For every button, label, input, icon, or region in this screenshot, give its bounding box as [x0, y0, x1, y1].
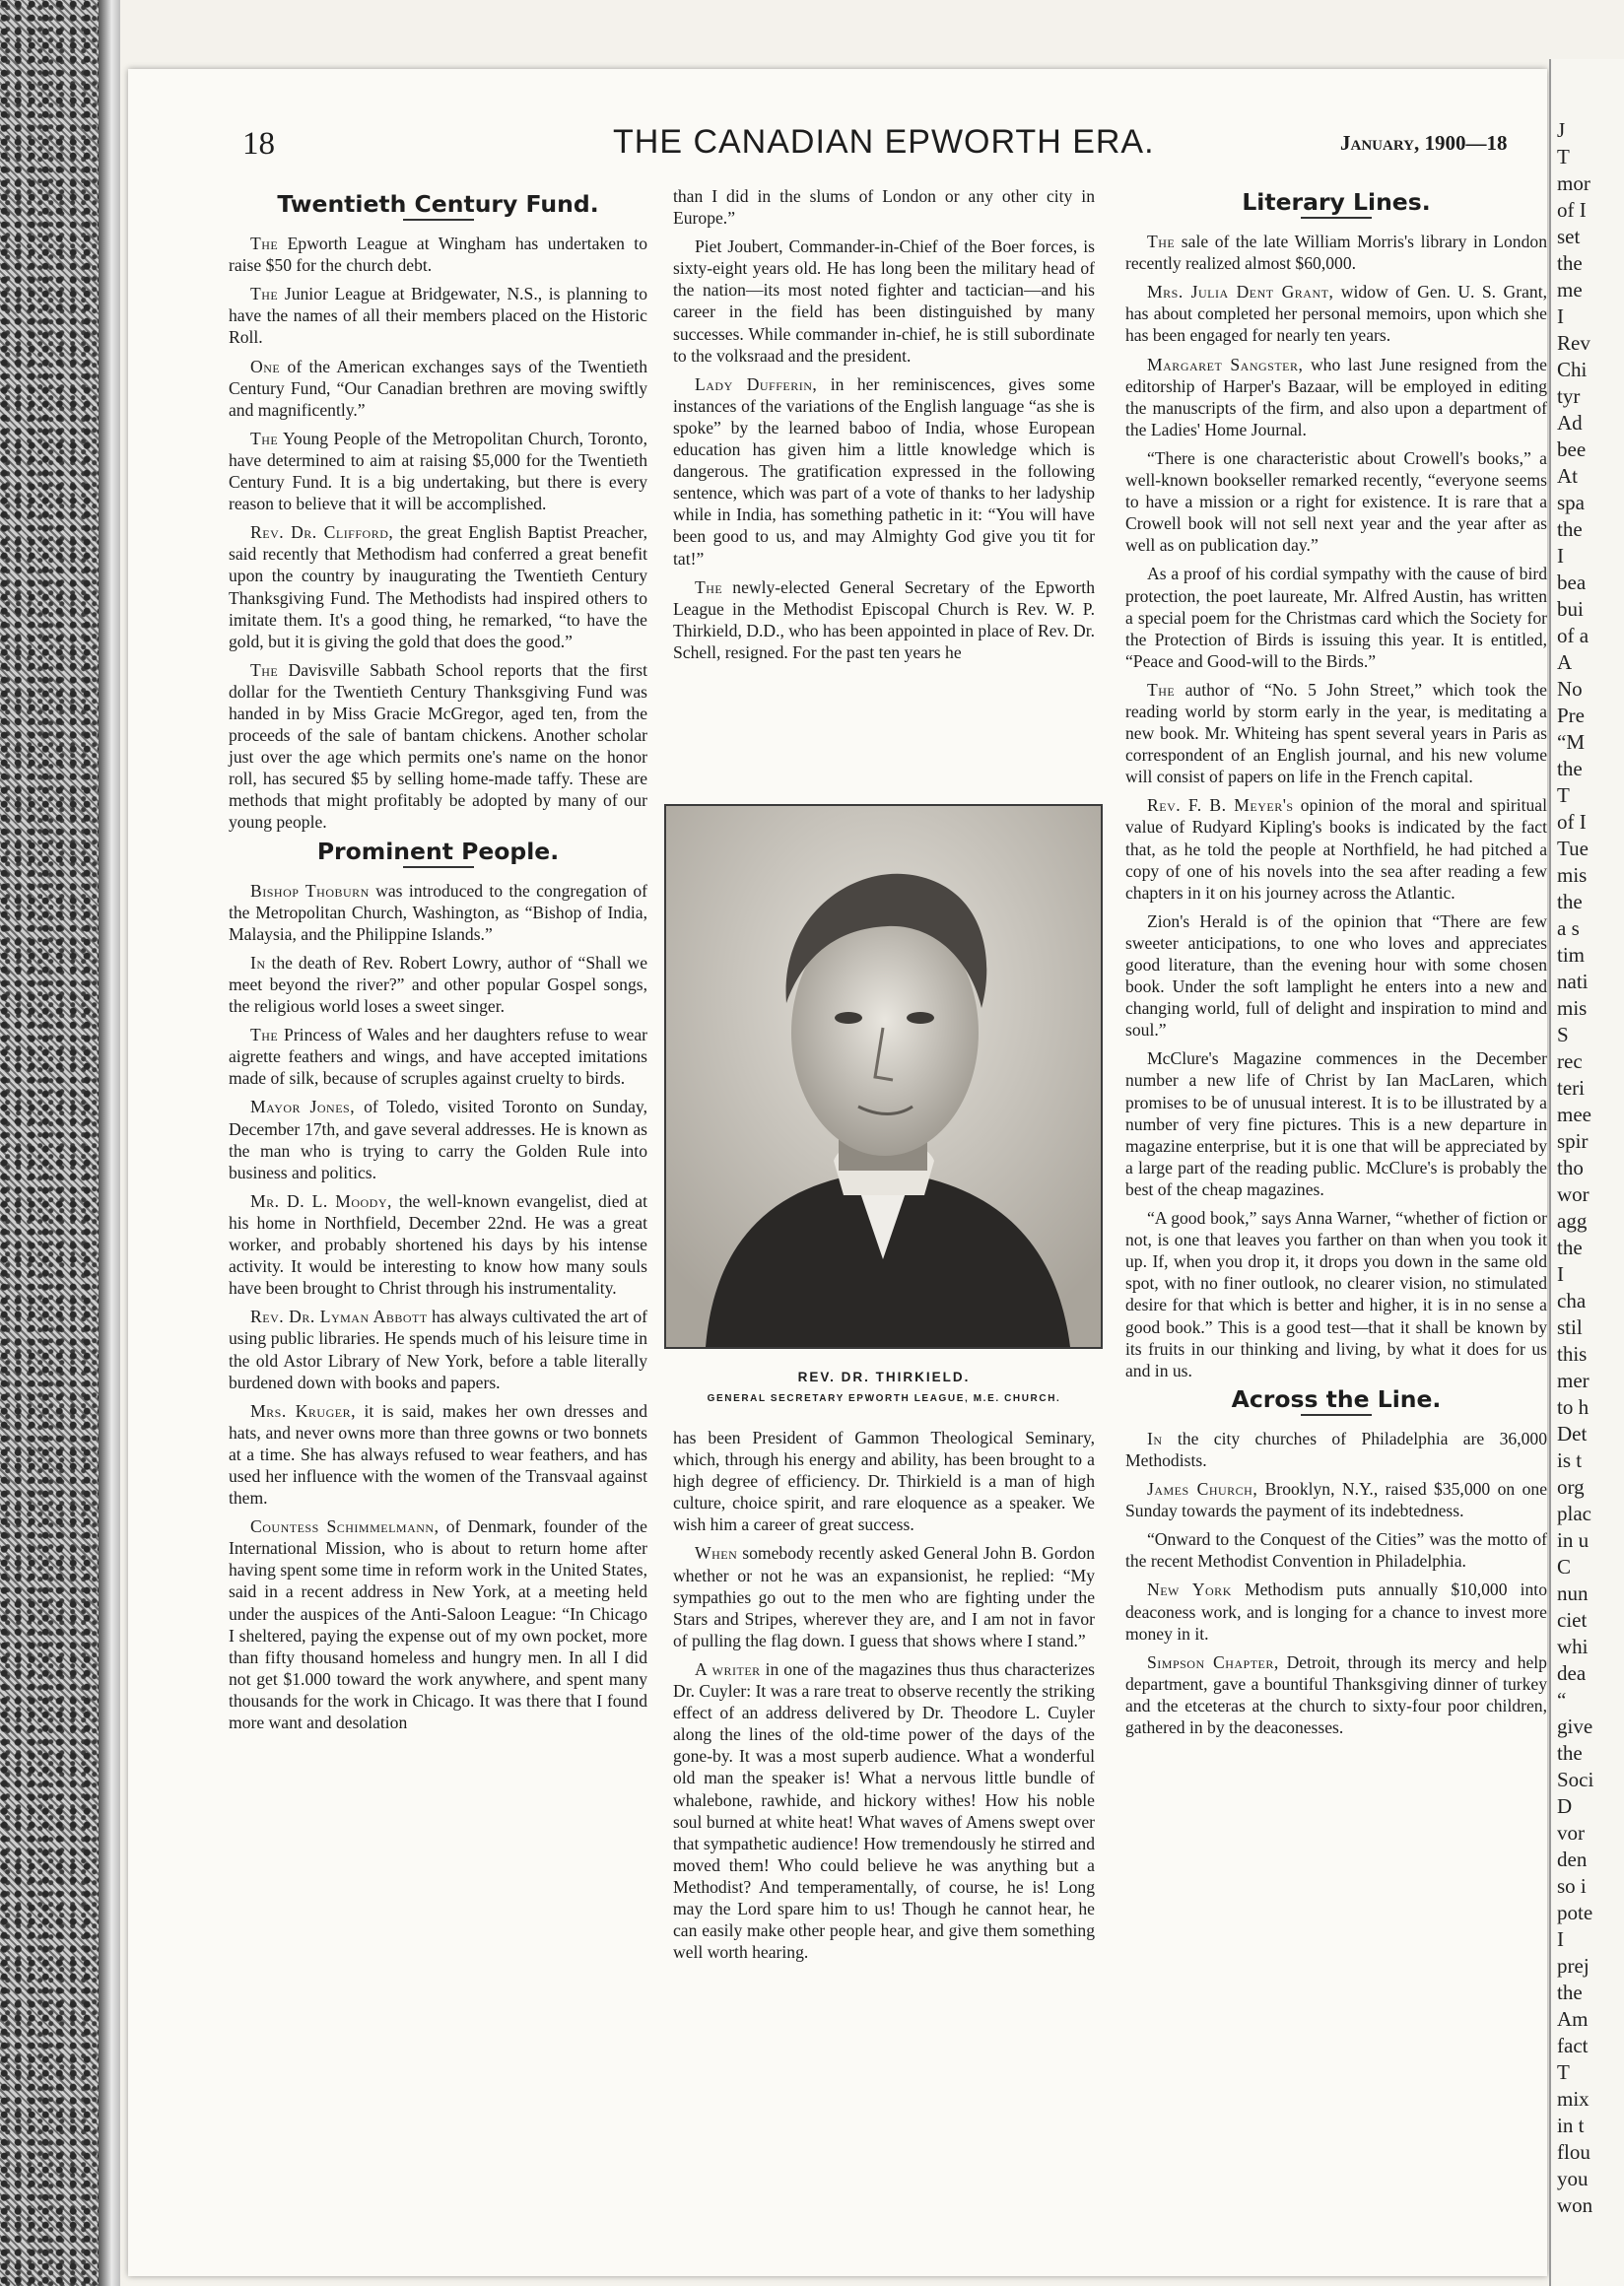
adjacent-page-text: “M	[1557, 730, 1585, 754]
paragraph-lead: James Church,	[1147, 1479, 1258, 1500]
paragraph-text: “A good book,” says Anna Warner, “whether of fiction or not, is one that leaves you farther on than when you took it up. If, when you drop it, it drops you down in the same old spot, with no finer outlook, no clearer vision, no stimulated desire for that which is better and higher, it is in no sense a good book.” This is a good test—that it shall be known by its fruits in our thinking and living, by what it does for us and in us.	[1125, 1208, 1547, 1380]
adjacent-page-text: Det	[1557, 1422, 1588, 1446]
adjacent-page-text: to h	[1557, 1395, 1590, 1419]
paragraph-text: sale of the late William Morris's library in London recently realized almost $60,000.	[1125, 232, 1547, 274]
adjacent-page-text: nun	[1557, 1581, 1589, 1605]
adjacent-page-text: J	[1557, 118, 1566, 142]
adjacent-page-text: flou	[1557, 2140, 1590, 2164]
article-paragraph	[229, 1400, 647, 1509]
adjacent-page-text: Tue	[1557, 837, 1589, 860]
paragraph-text: author of “No. 5 John Street,” which took the reading world by storm early in the year, is meditating a new book. Mr. Whiteing has spent several years in Paris as correspondent of an English journal, and his new volume will consist of papers on life in the French capital.	[1125, 679, 1547, 787]
adjacent-page-text: in u	[1557, 1528, 1590, 1552]
adjacent-page-text: the	[1557, 890, 1583, 913]
paragraph-text: Detroit, through its mercy and help department, gave a bountiful Thanksgiving dinner of turkey and the etceteras at the church to sixty-four poor children, gathered in by the deaconesses.	[1125, 1651, 1547, 1737]
adjacent-page-text: Am	[1557, 2007, 1589, 2031]
paragraph-text: Zion's Herald is of the opinion that “There are few sweeter anticipations, to one who loves and appreciates good literature, than the evening hour with some chosen book. Under the soft lamplight he enters into a new and changing world, full of delight and inspiration to mind and soul.”	[1125, 910, 1547, 1041]
article-paragraph	[673, 185, 1095, 229]
adjacent-page-text: the	[1557, 1741, 1583, 1765]
adjacent-page-text: I	[1557, 1262, 1564, 1286]
paragraph-lead: The	[695, 576, 723, 597]
article-paragraph	[229, 521, 647, 652]
adjacent-page-text: plac	[1557, 1502, 1591, 1525]
article-paragraph	[673, 1427, 1095, 1535]
adjacent-page-text: mix	[1557, 2087, 1590, 2111]
article-paragraph	[1125, 1207, 1547, 1381]
paragraph-text: Brooklyn, N.Y., raised $35,000 on one Sunday towards the payment of its indebtedness.	[1125, 1479, 1547, 1521]
adjacent-page-text: a s	[1557, 916, 1580, 940]
paragraph-lead: Lady Dufferin,	[695, 373, 818, 394]
paragraph-lead: New York	[1147, 1580, 1232, 1600]
adjacent-page-text: tho	[1557, 1156, 1584, 1179]
article-paragraph	[1125, 354, 1547, 440]
article-paragraph	[229, 952, 647, 1017]
portrait-photo	[664, 804, 1103, 1349]
article-paragraph	[673, 373, 1095, 570]
adjacent-page-text: Ad	[1557, 411, 1583, 435]
adjacent-page-text: the	[1557, 517, 1583, 541]
article-paragraph	[229, 283, 647, 348]
paragraph-lead: The	[250, 659, 279, 680]
paragraph-text: Piet Joubert, Commander-in-Chief of the Boer forces, is sixty-eight years old. He has long been the military head of the nation—its most noted fighter and tactician—and his career in the field has been distinguished by many successes. While commander in-chief, he is still subordinate to the volksraad and the president.	[673, 236, 1095, 366]
paragraph-lead: Mrs. Julia Dent Grant,	[1147, 282, 1334, 303]
paragraph-lead: The	[1147, 679, 1176, 700]
portrait-illustration	[666, 806, 1101, 1347]
paragraph-lead: Bishop Thoburn	[250, 880, 370, 901]
paragraph-lead: Margaret Sangster,	[1147, 354, 1304, 374]
article-paragraph	[1125, 281, 1547, 346]
article-paragraph	[229, 428, 647, 514]
adjacent-page-text: this	[1557, 1342, 1588, 1366]
article-paragraph	[229, 1190, 647, 1299]
paragraph-text: in one of the magazines thus thus characterizes Dr. Cuyler: It was a rare treat to observe recently the striking effect of an address delivered by Dr. Theodore L. Cuyler along the lines of the old-time power of the days of the gone-by. It was a most superb audience. What a wonderful old man the speaker is! What a nervous little bundle of whalebone, rawhide, and hickory withes! How his noble soul burned at white heat! What waves of Amens swept over that sympathetic audience! How tremendously he stirred and moved them! Who could believe he was anything but a Methodist? And temperamentally, of course, he is! Long may the Lord spare him to us! Though he cannot hear, he can easily make other people hear, and give them something well worth hearing.	[673, 1658, 1095, 1963]
article-paragraph	[1125, 1428, 1547, 1471]
adjacent-page-text: the	[1557, 757, 1583, 780]
paragraph-lead: One	[250, 356, 281, 376]
adjacent-page-text: won	[1557, 2193, 1593, 2217]
paragraph-lead: Mrs. Kruger,	[250, 1400, 356, 1421]
paragraph-text: it is said, makes her own dresses and hats, and never owns more than three gowns or two bonnets at a time. She has always refused to wear feathers, and has used her influence with the women of the Transvaal against them.	[229, 1400, 647, 1509]
adjacent-page-text: rec	[1557, 1049, 1583, 1073]
paragraph-lead: A writer	[695, 1658, 761, 1679]
adjacent-page-text: org	[1557, 1475, 1585, 1499]
adjacent-page-text: spa	[1557, 491, 1585, 514]
adjacent-page-text: Chi	[1557, 358, 1588, 381]
issue-date: January, 1900—18	[1340, 131, 1508, 155]
photo-subcaption: GENERAL SECRETARY EPWORTH LEAGUE, M.E. CHURCH.	[707, 1393, 1061, 1404]
paragraph-text: “Onward to the Conquest of the Cities” was the motto of the recent Methodist Convention in Philadelphia.	[1125, 1529, 1547, 1572]
adjacent-page-text: S	[1557, 1023, 1569, 1046]
masthead-title: THE CANADIAN EPWORTH ERA.	[613, 123, 1155, 161]
adjacent-page-text: mee	[1557, 1103, 1591, 1126]
adjacent-page-text: At	[1557, 464, 1578, 488]
paragraph-lead: In	[250, 952, 266, 973]
adjacent-page-text: cha	[1557, 1289, 1587, 1312]
adjacent-page-text: set	[1557, 225, 1581, 248]
paragraph-text: widow of Gen. U. S. Grant, has about completed her personal memoirs, upon which she has been engaged for nearly ten years.	[1125, 282, 1547, 346]
adjacent-page-text: I	[1557, 1927, 1564, 1951]
middle-column-upper	[673, 185, 1095, 670]
article-paragraph	[1125, 1047, 1547, 1200]
section-heading: Prominent People.	[316, 837, 560, 865]
paragraph-text: has always cultivated the art of using public libraries. He spends much of his leisure time in the old Astor Library of New York, before a table literally burdened down with books and papers.	[229, 1307, 647, 1392]
paragraph-lead: Mr. D. L. Moody,	[250, 1190, 392, 1211]
article-paragraph	[229, 1024, 647, 1089]
adjacent-page-text: I	[1557, 544, 1564, 568]
adjacent-page-text: tim	[1557, 943, 1586, 967]
adjacent-page-text: bee	[1557, 437, 1587, 461]
paragraph-text: the city churches of Philadelphia are 36,000 Methodists.	[1125, 1428, 1547, 1470]
paragraph-text: Methodism puts annually $10,000 into deaconess work, and is longing for a chance to invest more money in it.	[1125, 1580, 1547, 1644]
adjacent-page-text: mis	[1557, 996, 1588, 1020]
adjacent-page-text: you	[1557, 2167, 1589, 2190]
article-paragraph	[1125, 231, 1547, 274]
section-heading: Twentieth Century Fund.	[277, 190, 599, 218]
adjacent-page-text: of I	[1557, 198, 1587, 222]
adjacent-page-text: T	[1557, 145, 1570, 168]
adjacent-page-text: Rev	[1557, 331, 1590, 355]
paragraph-text: McClure's Magazine commences in the December number a new life of Christ by Ian MacLaren, which promises to be of unusual interest. It is to be illustrated by a number of very fine pictures. This is a new departure in magazine enterprise, but it is one that will be appreciated by a large part of the reading public. McClure's is probably the best of the cheap magazines.	[1125, 1048, 1547, 1199]
paragraph-lead: Rev. Dr. Clifford,	[250, 522, 394, 543]
paragraph-text: newly-elected General Secretary of the Epworth League in the Methodist Episcopal Church is Rev. W. P. Thirkield, D.D., who has been appointed in place of Rev. Dr. Schell, resigned. For the past ten years he	[673, 576, 1095, 662]
paragraph-lead: The	[250, 428, 279, 448]
adjacent-page-text: T	[1557, 2060, 1570, 2084]
adjacent-page-text: the	[1557, 1981, 1583, 2004]
adjacent-page-text: bui	[1557, 597, 1584, 621]
photo-caption: REV. DR. THIRKIELD.	[797, 1370, 971, 1384]
paragraph-text: has been President of Gammon Theological Seminary, which, through his energy and ability, has been brought to a high degree of efficiency. Dr. Thirkield is a man of high culture, choice spirit, and rare eloquence as a speaker. We wish him a career of great success.	[673, 1428, 1095, 1535]
article-paragraph	[229, 659, 647, 834]
adjacent-page-text: so i	[1557, 1874, 1587, 1898]
paragraph-lead: Simpson Chapter,	[1147, 1651, 1279, 1672]
article-paragraph	[229, 880, 647, 945]
adjacent-page-text: stil	[1557, 1315, 1583, 1339]
paragraph-text: the great English Baptist Preacher, said recently that Methodism had conferred a great benefit upon the country by inaugurating the Twentieth Century Thanksgiving Fund. The Methodists had inspired others to imitate them. It's a good thing, he remarked, “to have the gold, but it is giving the gold that does the good.”	[229, 522, 647, 651]
adjacent-page-text: den	[1557, 1848, 1588, 1871]
paragraph-text: in her reminiscences, gives some instances of the variations of the English language “as she is spoke” by the learned baboo of India, whose European education has given him a little knowledge which is dangerous. The gratification expressed in the following sentence, which was part of a vote of thanks to her ladyship while in India, has something pathetic in it: “You will have been good to us, and may Almighty God give you tit for tat!”	[673, 373, 1096, 569]
paragraph-lead: Countess Schimmelmann,	[250, 1516, 440, 1537]
article-paragraph	[1125, 679, 1547, 787]
article-paragraph	[1125, 910, 1547, 1042]
adjacent-page-text: wor	[1557, 1182, 1590, 1206]
paragraph-lead: The	[1147, 232, 1176, 252]
adjacent-page-text: spir	[1557, 1129, 1589, 1153]
paragraph-text: “There is one characteristic about Crowell's books,” a well-known bookseller remarked recently, “everyone seems to have a mission or a right for existence. It is rare that a Crowell book will not sell next year and the year after as well as on publication day.”	[1125, 447, 1547, 556]
paragraph-lead: The	[250, 1025, 279, 1045]
adjacent-page-text: No	[1557, 677, 1583, 701]
adjacent-page-text: fact	[1557, 2034, 1589, 2057]
paragraph-text: the death of Rev. Robert Lowry, author of “Shall we meet beyond the river?” and other popular Gospel songs, the religious world loses a sweet singer.	[229, 952, 647, 1017]
article-paragraph	[1125, 1651, 1547, 1738]
section-heading: Literary Lines.	[1242, 188, 1431, 216]
paragraph-text: Epworth League at Wingham has undertaken to raise $50 for the church debt.	[229, 234, 647, 276]
article-paragraph	[1125, 563, 1547, 671]
adjacent-page-text: whi	[1557, 1635, 1589, 1658]
paragraph-lead: Rev. F. B. Meyer's	[1147, 795, 1294, 816]
adjacent-page-text: vor	[1557, 1821, 1585, 1845]
left-column	[229, 187, 647, 1740]
scan-binding	[99, 0, 120, 2286]
adjacent-page-text: C	[1557, 1555, 1572, 1579]
heading-rule	[403, 866, 474, 868]
adjacent-page-text: mer	[1557, 1369, 1590, 1392]
article-paragraph	[1125, 1528, 1547, 1572]
paragraph-text: Junior League at Bridgewater, N.S., is planning to have the names of all their members placed on the Historic Roll.	[229, 284, 647, 348]
article-paragraph	[229, 233, 647, 276]
adjacent-page-text: I	[1557, 304, 1564, 328]
page-number: 18	[242, 126, 275, 162]
adjacent-page-text: D	[1557, 1794, 1573, 1818]
adjacent-page-text: Soci	[1557, 1768, 1594, 1791]
middle-column-lower	[673, 1427, 1095, 1970]
paragraph-text: opinion of the moral and spiritual value of Rudyard Kipling's books is indicated by the fact that, as he told the people at Northfield, he had pitched a copy of one of his novels into the sea after reading a few chapters in it on his journey across the Atlantic.	[1125, 795, 1547, 903]
paragraph-lead: The	[250, 284, 279, 304]
paragraph-text: Princess of Wales and her daughters refuse to wear aigrette feathers and wings, and have accepted imitations made of silk, because of scruples against cruelty to birds.	[229, 1025, 647, 1089]
adjacent-page-fragment	[1549, 59, 1624, 2286]
heading-rule	[1301, 1414, 1372, 1416]
heading-rule	[403, 219, 474, 221]
paragraph-text: of Denmark, founder of the International Mission, who is about to return home after having spent some time in reform work in the United States, said in a recent address in New York, at a meeting held under the auspices of the Anti-Saloon League: “In Chicago I sheltered, paying the expense out of my own pocket, more than fifty thousand homeless and hungry men. In all I did not get $1.000 toward the work anywhere, and spent many thousands for the work in Chicago. It was there that I found more want and desolation	[229, 1516, 647, 1732]
adjacent-page-text: in t	[1557, 2114, 1585, 2137]
adjacent-page-text: prej	[1557, 1954, 1590, 1978]
adjacent-page-text: of I	[1557, 810, 1587, 834]
adjacent-page-text: ciet	[1557, 1608, 1588, 1632]
adjacent-page-text: pote	[1557, 1901, 1593, 1924]
paragraph-lead: In	[1147, 1428, 1163, 1448]
article-paragraph	[229, 356, 647, 421]
adjacent-page-text: T	[1557, 783, 1570, 807]
adjacent-page-text: of a	[1557, 624, 1590, 647]
adjacent-page-text: nati	[1557, 970, 1589, 993]
article-paragraph	[673, 576, 1095, 663]
paragraph-text: the well-known evangelist, died at his home in Northfield, December 22nd. He was a great worker, and probably shortened his days by his intense activity. It would be interesting to know how many souls have been brought to Christ through his instrumentality.	[229, 1190, 647, 1299]
article-paragraph	[1125, 1579, 1547, 1644]
adjacent-page-text: A	[1557, 650, 1573, 674]
adjacent-page-text: is t	[1557, 1448, 1583, 1472]
adjacent-page-text: bea	[1557, 571, 1587, 594]
adjacent-page-text: tyr	[1557, 384, 1581, 408]
section-heading: Across the Line.	[1231, 1384, 1442, 1413]
adjacent-page-text: “	[1557, 1688, 1567, 1712]
adjacent-page-text: the	[1557, 251, 1583, 275]
paragraph-text: As a proof of his cordial sympathy with the cause of bird protection, the poet laureate, Mr. Alfred Austin, has written a special poem for the Christmas card which the Society for the Protection of Birds is issuing this year. It is entitled, “Peace and Good-will to the Birds.”	[1125, 564, 1547, 671]
paragraph-text: somebody recently asked General John B. Gordon whether or not he was an expansionist, he replied: “My sympathies go out to the men who are fighting under the Stars and Stripes, wherever they are, and I am not in favor of pulling the flag down. I guess that shows where I stand.”	[673, 1543, 1095, 1650]
adjacent-page-text: teri	[1557, 1076, 1585, 1100]
paragraph-text: than I did in the slums of London or any other city in Europe.”	[673, 186, 1095, 229]
adjacent-page-text: dea	[1557, 1661, 1587, 1685]
paragraph-lead: Mayor Jones,	[250, 1097, 356, 1117]
article-paragraph	[673, 235, 1095, 367]
article-paragraph	[229, 1096, 647, 1182]
adjacent-page-text: mor	[1557, 171, 1590, 195]
article-paragraph	[229, 1515, 647, 1733]
article-paragraph	[1125, 794, 1547, 903]
paragraph-text: Young People of the Metropolitan Church, Toronto, have determined to aim at raising $5,000 for the Twentieth Century Fund. It is a big undertaking, but there is every reason to believe that it will be accomplished.	[229, 428, 647, 514]
article-paragraph	[673, 1658, 1095, 1963]
adjacent-page-text: agg	[1557, 1209, 1588, 1233]
adjacent-page-text: me	[1557, 278, 1583, 302]
article-paragraph	[673, 1542, 1095, 1650]
paragraph-text: of the American exchanges says of the Twentieth Century Fund, “Our Canadian brethren are moving swiftly and magnificently.”	[229, 356, 647, 420]
paragraph-lead: Rev. Dr. Lyman Abbott	[250, 1307, 428, 1327]
adjacent-page-text: Pre	[1557, 704, 1585, 727]
adjacent-page-text: the	[1557, 1236, 1583, 1259]
paragraph-text: who last June resigned from the editorship of Harper's Bazaar, will be employed in editing the manuscripts of the firm, and also upon a department of the Ladies' Home Journal.	[1125, 354, 1547, 439]
article-paragraph	[1125, 1478, 1547, 1521]
heading-rule	[1301, 217, 1372, 219]
paragraph-text: Davisville Sabbath School reports that the first dollar for the Twentieth Century Thanksgiving Fund was handed in by Miss Gracie McGregor, aged ten, from the proceeds of the sale of bantam chickens. Another scholar just over the age which permits one's name on the honor roll, has secured $5 by selling home-made taffy. These are methods that might profitably be adopted by many of our young people.	[229, 659, 647, 833]
paragraph-lead: The	[250, 234, 279, 254]
adjacent-page-text: mis	[1557, 863, 1588, 887]
paragraph-lead: When	[695, 1543, 738, 1564]
paragraph-text: was introduced to the congregation of the Metropolitan Church, Washington, as “Bishop of India, Malaysia, and the Philippine Islands.”	[229, 880, 647, 944]
adjacent-page-text: give	[1557, 1714, 1593, 1738]
paragraph-text: of Toledo, visited Toronto on Sunday, December 17th, and gave several addresses. He is known as the man who is trying to carry the Golden Rule into business and politics.	[229, 1097, 647, 1182]
right-column	[1125, 185, 1547, 1745]
article-paragraph	[229, 1306, 647, 1392]
article-paragraph	[1125, 447, 1547, 556]
